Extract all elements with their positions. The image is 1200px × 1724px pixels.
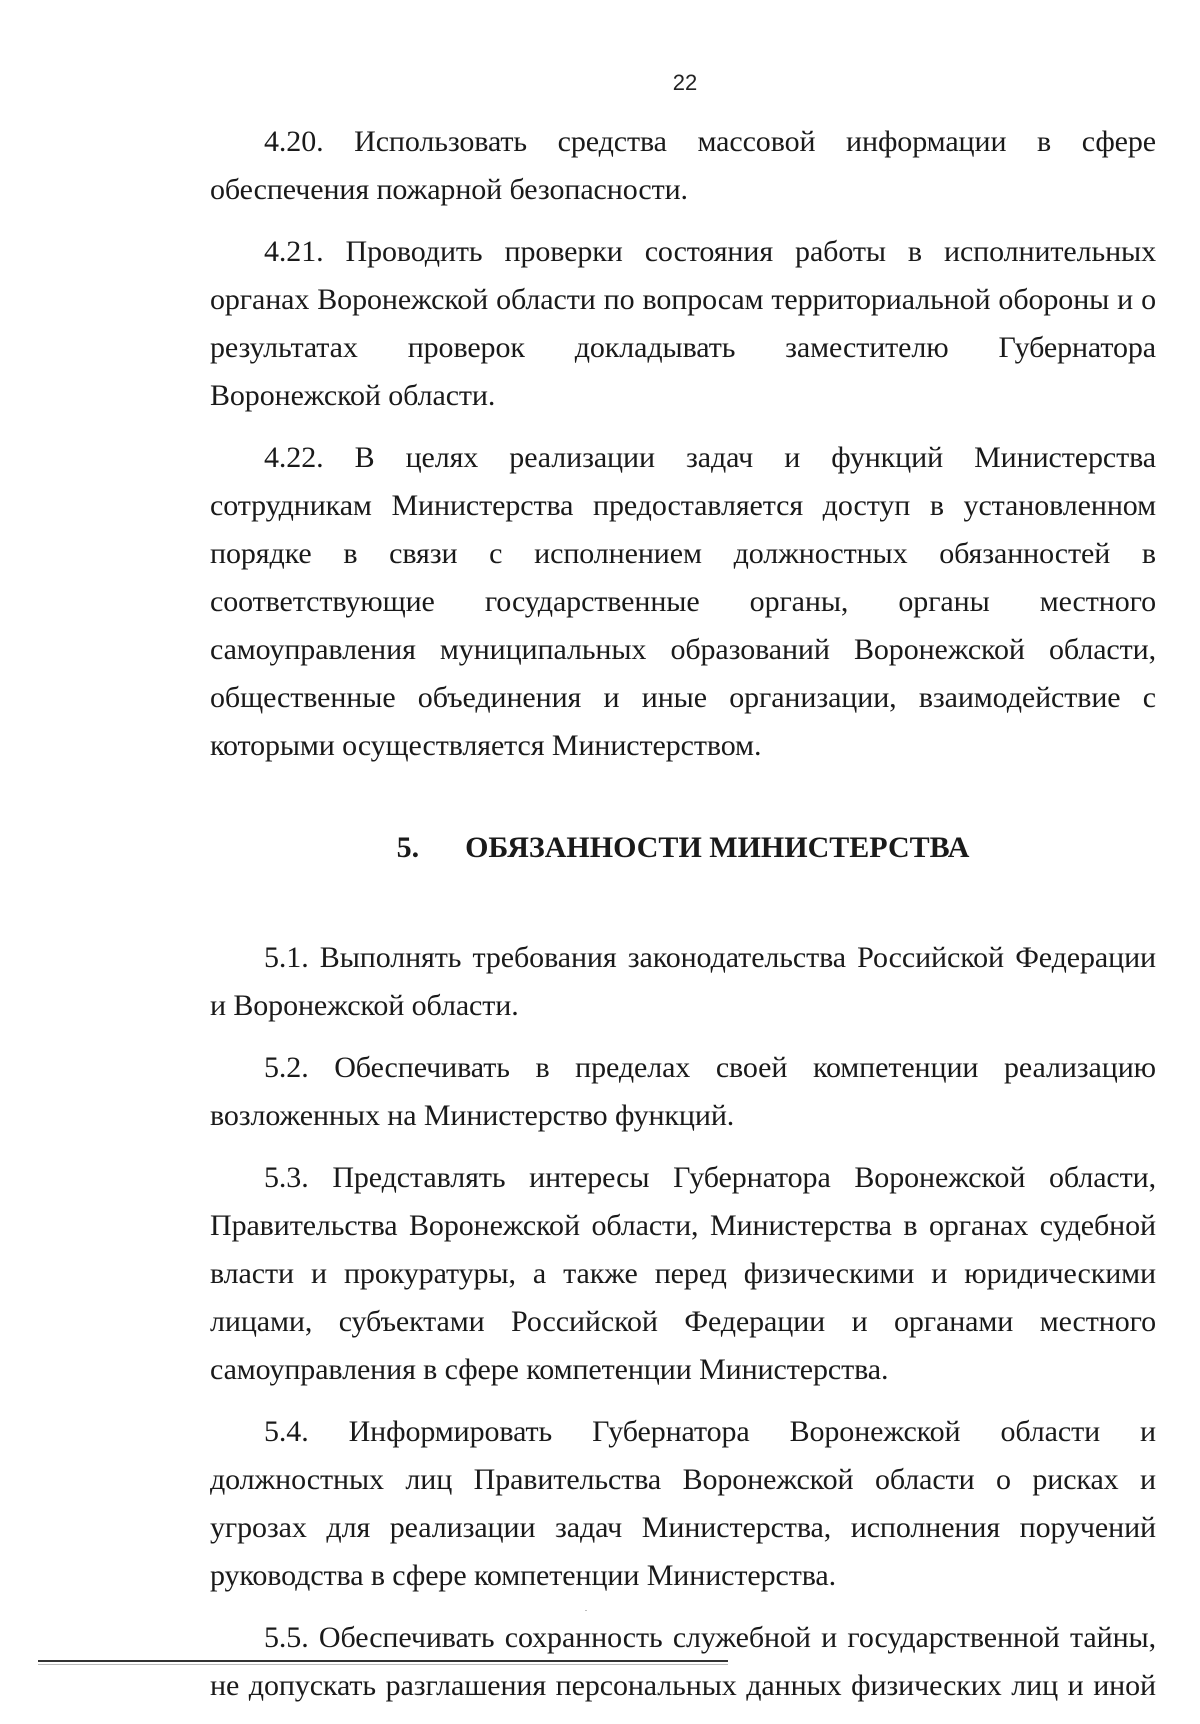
paragraph-5-1: 5.1. Выполнять требования законодательства Российской Федерации и Воронежской области. (210, 941, 1156, 1022)
paragraph-5-5: 5.5. Обеспечивать сохранность служебной и государственной тайны, не допускать разглашения персональных данных физических лиц и иной (210, 1621, 1156, 1702)
paragraph-4-20: 4.20. Использовать средства массовой информации в сфере обеспечения пожарной безопасности. (210, 125, 1156, 206)
section-title: ОБЯЗАННОСТИ МИНИСТЕРСТВА (465, 831, 970, 864)
section-number: 5. (396, 831, 420, 864)
paragraph-5-4: 5.4. Информировать Губернатора Воронежской области и должностных лиц Правительства Воронежской области о рисках и угрозах для реализации задач Министерства, исполнения поручений руководства в сфере компетенции Министерства. (210, 1415, 1156, 1592)
paragraph-4-22: 4.22. В целях реализации задач и функций Министерства сотрудникам Министерства предоставляется доступ в установленном порядке в связи с исполнением должностных обязанностей в соответствующие государственные органы, органы местного самоуправления муниципальных образований Воронежской области, общественные объединения и иные организации, взаимодействие с которыми осуществляется Министерством. (210, 441, 1156, 762)
page-number: 22 (672, 70, 698, 95)
bottom-scan-edge (38, 1660, 728, 1662)
scan-speck (585, 1610, 587, 1611)
paragraph-5-3: 5.3. Представлять интересы Губернатора Воронежской области, Правительства Воронежской области, Министерства в органах судебной власти и прокуратуры, а также перед физическими и юридическими лицами, субъектами Российской Федерации и органами местного самоуправления в сфере компетенции Министерства. (210, 1161, 1156, 1386)
paragraph-4-21: 4.21. Проводить проверки состояния работы в исполнительных органах Воронежской области по вопросам территориальной обороны и о результатах проверок докладывать заместителю Губернатора Воронежской области. (210, 235, 1156, 412)
section-heading (210, 824, 1156, 872)
bottom-scan-edge-shadow (38, 1664, 728, 1665)
paragraph-5-2: 5.2. Обеспечивать в пределах своей компетенции реализацию возложенных на Министерство функций. (210, 1051, 1156, 1132)
document-body (210, 118, 1156, 1724)
